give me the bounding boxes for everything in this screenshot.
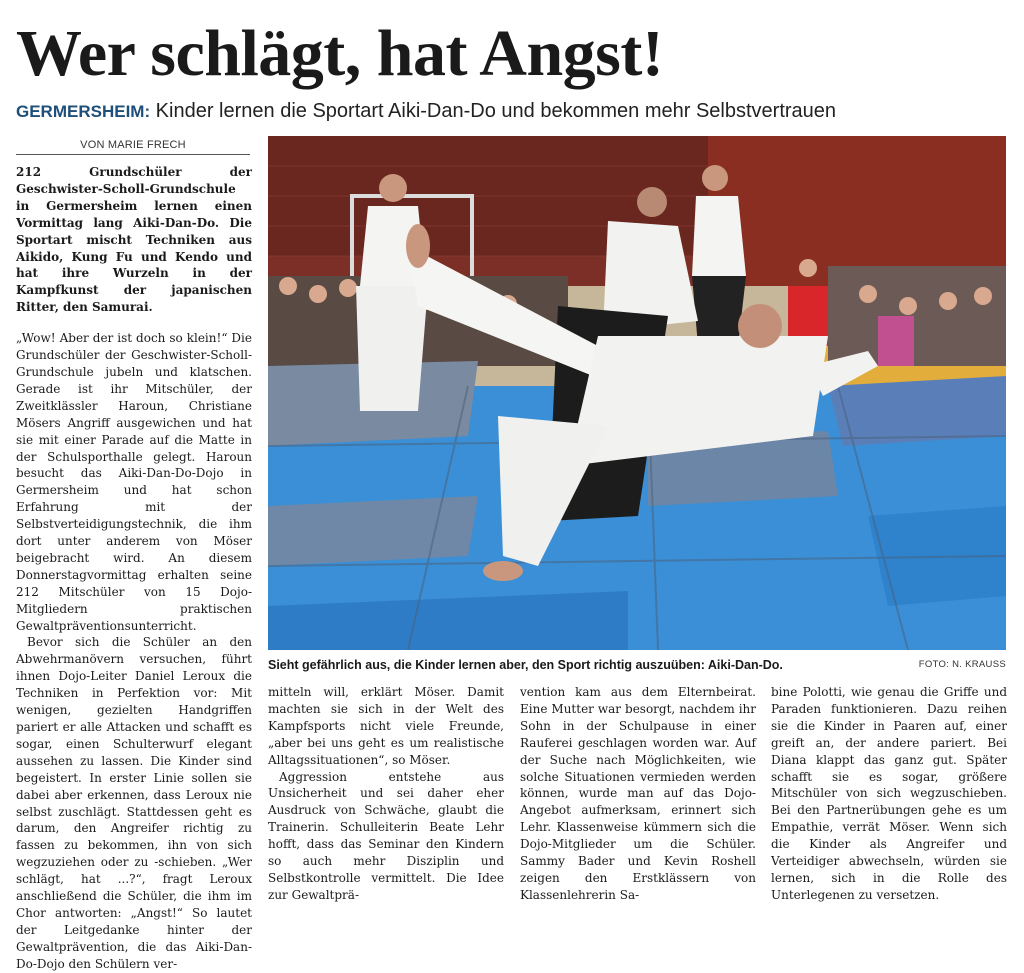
body-paragraph: vention kam aus dem Elternbeirat. Eine Mutter war besorgt, nachdem ihr Sohn in der Schulpause in einer Rauferei geschlagen worden war. Auf der Suche nach Möglichkeiten, wie solche Situationen vermieden werden können, wurde man auf das Dojo-Angebot aufmerksam, erinnert sich Lehr. Klassenweise kümmern sich die Dojo-Mitglieder um die Schüler. Sammy Bader und Kevin Roshell zeigen den Erstklässern von Klassenlehrerin Sa- [520, 685, 756, 902]
article-column-1 [16, 164, 252, 973]
body-paragraph: bine Polotti, wie genau die Griffe und Paraden funktionieren. Dazu reihen sie die Kinder in Paaren auf, einer greift an, der andere pariert. Bei Diana klappt das ganz gut. Später schafft sie es sogar, größere Mitschüler von sich wegzuschieben. Bei den Partnerübungen gehe es um Empathie, verrät Möser. Wenn sich die Kinder als Angreifer und Verteidiger abwechseln, würden sie lernen, sich in die Rolle des Unterlegenen zu versetzen. [771, 685, 1007, 902]
photo-caption: Sieht gefährlich aus, die Kinder lernen aber, den Sport richtig auszuüben: Aiki-Dan-Do. [268, 658, 783, 672]
headline: Wer schlägt, hat Angst! [16, 17, 664, 90]
body-paragraph: „Wow! Aber der ist doch so klein!“ Die Grundschüler der Geschwister-Scholl-Grundschule jubeln und klatschen. Gerade ist ihr Mitschüler, der Zweitklässler Haroun, Christiane Mösers Angriff ausgewichen und hat sie mit einer Parade auf die Matte in der Schulsporthalle gelegt. Haroun besucht das Aiki-Dan-Do-Dojo in Germersheim und hat schon Erfahrung mit der Selbstverteidigungstechnik, die ihm dort unter anderem von Möser beigebracht wird. An diesem Donnerstagvormittag erhalten seine 212 Mitschüler von 15 Dojo-Mitgliedern praktischen Gewaltpräventionsunterricht. [16, 331, 252, 633]
body-paragraph: mitteln will, erklärt Möser. Damit machten sie sich in der Welt des Kampfsports nicht viele Freunde, „aber bei uns geht es um realistische Alltagssituationen“, so Möser. [268, 685, 504, 767]
lead-paragraph: 212 Grundschüler der Geschwister-Scholl-Grundschule in Germersheim lernen einen Vormittag lang Aiki-Dan-Do. Die Sportart mischt Techniken aus Aikido, Kung Fu und Kendo und hat ihre Wurzeln in der Kampfkunst der japanischen Ritter, den Samurai. [16, 165, 252, 315]
article-column-2 [268, 684, 504, 904]
byline: VON MARIE FRECH [16, 136, 250, 155]
photo-caption-bar [268, 656, 1006, 676]
photo-credit: FOTO: N. KRAUSS [918, 659, 1006, 670]
body-paragraph: Aggression entstehe aus Unsicherheit und sei daher eher Ausdruck von Schwäche, glaubt die Trainerin. Schulleiterin Beate Lehr hofft, dass das Seminar den Kindern so auch mehr Disziplin und Selbstkontrolle vermittelt. Die Idee zur Gewaltprä- [268, 769, 504, 902]
article-column-4 [771, 684, 1007, 904]
dateline-place: GERMERSHEIM: [16, 102, 151, 121]
article-column-3 [520, 684, 756, 904]
article-photo [268, 136, 1006, 650]
subheadline-text: Kinder lernen die Sportart Aiki-Dan-Do und bekommen mehr Selbstvertrauen [150, 100, 837, 122]
body-paragraph: Bevor sich die Schüler an den Abwehrmanövern versuchen, führt ihnen Dojo-Leiter Daniel Leroux die Techniken in Perfektion vor: Mit wenigen, gezielten Handgriffen pariert er alle Attacken und schafft es sogar, einen Schulterwurf elegant aussehen zu lassen. Die Kinder sind begeistert. In erster Linie sollen sie dabei aber erkennen, dass Leroux nie selbst zuschlägt. Stattdessen geht es darum, den Angreifer richtig zu fassen zu bekommen, ihn von sich wegzuziehen oder zu -schieben. „Wer schlägt, hat ...?“, fragt Leroux anschließend die Schüler, die ihm im Chor antworten: „Angst!“ So lautet der Leitgedanke hinter der Gewaltprävention, die das Aiki-Dan-Do-Dojo den Schülern ver- [16, 635, 252, 971]
subheadline [16, 96, 1016, 127]
